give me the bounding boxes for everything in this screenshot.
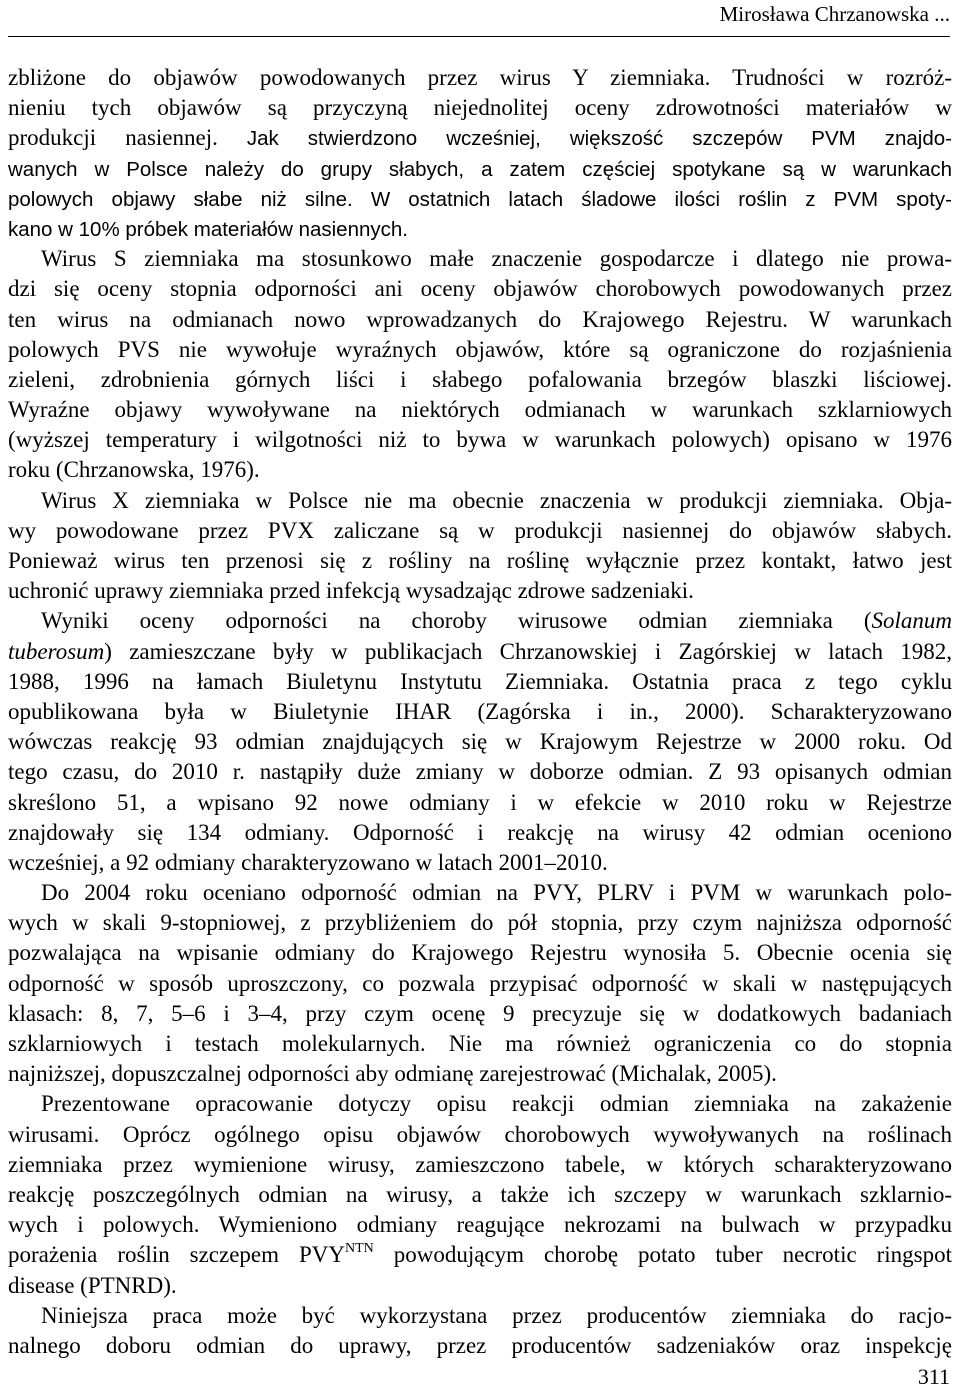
line-text-tail: powodującym chorobę potato tuber necrotic ringspot: [373, 1242, 952, 1268]
line-text: ten wirus na odmianach nowo wprowadzanych do Krajowego Rejestru. W warunkach: [8, 306, 952, 332]
text-line: [8, 999, 952, 1029]
text-line: [8, 184, 952, 214]
line-text: wy powodowane przez PVX zaliczane są w produkcji nasiennej do objawów słabych.: [8, 517, 952, 543]
text-line: [8, 1059, 952, 1089]
line-text: Wirus S ziemniaka ma stosunkowo małe znaczenie gospodarcze i dlatego nie prowa-: [41, 246, 952, 272]
line-text-tail: ) zamieszczane były w publikacjach Chrzanowskiej i Zagórskiej w latach 1982,: [104, 638, 952, 664]
text-line: [8, 244, 952, 274]
line-text: dzi się oceny stopnia odporności ani oceny objawów chorobowych powodowanych przez: [8, 276, 952, 302]
text-line: [8, 274, 952, 304]
line-text: polowych objawy słabe niż silne. W ostatnich latach śladowe ilości roślin z PVM spoty-: [8, 187, 952, 211]
header-rule: [8, 36, 950, 37]
text-line: [8, 63, 952, 93]
running-header: Mirosława Chrzanowska ...: [719, 2, 950, 26]
line-text-continued: Jak stwierdzono wcześniej, większość szczepów PVM znajdo-: [217, 127, 952, 151]
text-line: [8, 848, 952, 878]
line-text: Prezentowane opracowanie dotyczy opisu reakcji odmian ziemniaka na zakażenie: [41, 1091, 952, 1117]
line-text: pozwalająca na wpisanie odmiany do Krajowego Rejestru wynosiła 5. Obecnie ocenia się: [8, 940, 952, 966]
line-text: polowych PVS nie wywołuje wyraźnych objawów, które są ograniczone do rozjaśnienia: [8, 336, 952, 362]
text-line: [8, 1120, 952, 1150]
line-text: Do 2004 roku oceniano odporność odmian na PVY, PLRV i PVM w warunkach polo-: [41, 880, 952, 906]
line-text: kano w 10% próbek materiałów nasiennych.: [8, 217, 408, 241]
text-line: [8, 637, 952, 667]
text-line: [8, 214, 952, 244]
text-line: [8, 455, 952, 485]
page-number: 311: [917, 1364, 950, 1389]
line-text: wych i polowych. Wymieniono odmiany reagujące nekrozami na bulwach w przypadku: [8, 1212, 952, 1238]
line-text: tego czasu, do 2010 r. nastąpiły duże zmiany w doborze odmian. Z 93 opisanych odmian: [8, 759, 952, 785]
text-line: [8, 1089, 952, 1119]
line-text: zbliżone do objawów powodowanych przez wirus Y ziemniaka. Trudności w rozróż-: [8, 65, 952, 90]
text-line: [8, 788, 952, 818]
text-line: [8, 938, 952, 968]
line-text: wirusami. Oprócz ogólnego opisu objawów chorobowych wywoływanych na roślinach: [8, 1121, 952, 1147]
text-line: [8, 1150, 952, 1180]
text-line: [8, 1180, 952, 1210]
line-text: disease (PTNRD).: [8, 1272, 177, 1298]
line-text: uchronić uprawy ziemniaka przed infekcją wysadzając zdrowe sadzeniaki.: [8, 578, 694, 604]
text-line: [8, 154, 952, 184]
text-line: [8, 93, 952, 123]
line-text: zieleni, zdrobnienia górnych liści i słabego pofalowania brzegów blaszki liściowej.: [8, 366, 952, 392]
line-text: najniższej, dopuszczalnej odporności aby odmianę zarejestrować (Michalak, 2005).: [8, 1061, 777, 1087]
text-line: [8, 425, 952, 455]
text-line: [8, 1240, 952, 1270]
text-line: [8, 1271, 952, 1301]
line-text: wanych w Polsce należy do grupy słabych, a zatem częściej spotykane są w warunkach: [8, 157, 952, 181]
text-line: [8, 365, 952, 395]
line-text: 1988, 1996 na łamach Biuletynu Instytutu Ziemniaka. Ostatnia praca z tego cyklu: [8, 668, 952, 694]
line-text: nieniu tych objawów są przyczyną niejednolitej oceny zdrowotności materiałów w: [8, 95, 952, 121]
text-line: [8, 546, 952, 576]
text-line: [8, 516, 952, 546]
line-text: (wyższej temperatury i wilgotności niż to bywa w warunkach polowych) opisano w 1976: [8, 427, 952, 453]
line-text: produkcji nasiennej.: [8, 125, 218, 151]
line-text: opublikowana była w Biuletynie IHAR (Zagórska i in., 2000). Scharakteryzowano: [8, 698, 952, 724]
line-text: Wirus X ziemniaka w Polsce nie ma obecnie znaczenia w produkcji ziemniaka. Obja-: [41, 487, 952, 513]
line-text: reakcję poszczególnych odmian na wirusy, a także ich szczepy w warunkach szklarnio-: [8, 1181, 952, 1207]
text-line: [8, 757, 952, 787]
text-line: [8, 1210, 952, 1240]
text-line: [8, 727, 952, 757]
line-text: skreślono 51, a wpisano 92 nowe odmiany i w efekcie w 2010 roku w Rejestrze: [8, 789, 952, 815]
text-line: [8, 576, 952, 606]
body-text: [8, 63, 952, 1361]
line-text: Wyniki oceny odporności na choroby wirusowe odmian ziemniaka (: [41, 608, 872, 634]
line-text: znajdowały się 134 odmiany. Odporność i reakcję na wirusy 42 odmian oceniono: [8, 819, 952, 845]
italic-term: Solanum: [871, 608, 952, 634]
line-text: wówczas reakcję 93 odmian znajdujących się w Krajowym Rejestrze w 2000 roku. Od: [8, 729, 952, 755]
text-line: [8, 667, 952, 697]
line-text: porażenia roślin szczepem PVY: [8, 1242, 345, 1268]
line-text: nalnego doboru odmian do uprawy, przez producentów sadzeniaków oraz inspekcję: [8, 1332, 952, 1358]
line-text: klasach: 8, 7, 5–6 i 3–4, przy czym ocenę 9 precyzuje się w dodatkowych badaniach: [8, 1000, 952, 1026]
line-text: roku (Chrzanowska, 1976).: [8, 457, 260, 483]
text-line: [8, 606, 952, 636]
line-text: Wyraźne objawy wywoływane na niektórych odmianach w warunkach szklarniowych: [8, 397, 952, 423]
line-text: Niniejsza praca może być wykorzystana przez producentów ziemniaka do racjo-: [41, 1302, 952, 1328]
text-line: [8, 878, 952, 908]
text-line: [8, 123, 952, 153]
line-text: ziemniaka przez wymienione wirusy, zamieszczono tabele, w których scharakteryzowano: [8, 1151, 952, 1177]
text-line: [8, 908, 952, 938]
text-line: [8, 305, 952, 335]
text-line: [8, 818, 952, 848]
text-line: [8, 335, 952, 365]
superscript: NTN: [345, 1240, 374, 1256]
text-line: [8, 486, 952, 516]
line-text: Ponieważ wirus ten przenosi się z rośliny na roślinę wyłącznie przez kontakt, łatwo jest: [8, 548, 952, 573]
line-text: wych w skali 9-stopniowej, z przybliżeniem do pół stopnia, przy czym najniższa odporność: [8, 910, 952, 936]
text-line: [8, 697, 952, 727]
text-line: [8, 1301, 952, 1331]
italic-term: tuberosum: [8, 638, 105, 664]
text-line: [8, 1331, 952, 1361]
line-text: wcześniej, a 92 odmiany charakteryzowano w latach 2001–2010.: [8, 849, 608, 875]
text-line: [8, 1029, 952, 1059]
text-line: [8, 395, 952, 425]
line-text: odporność w sposób uproszczony, co pozwala przypisać odporność w skali w następujących: [8, 970, 952, 996]
text-line: [8, 969, 952, 999]
line-text: szklarniowych i testach molekularnych. Nie ma również ograniczenia co do stopnia: [8, 1031, 952, 1056]
